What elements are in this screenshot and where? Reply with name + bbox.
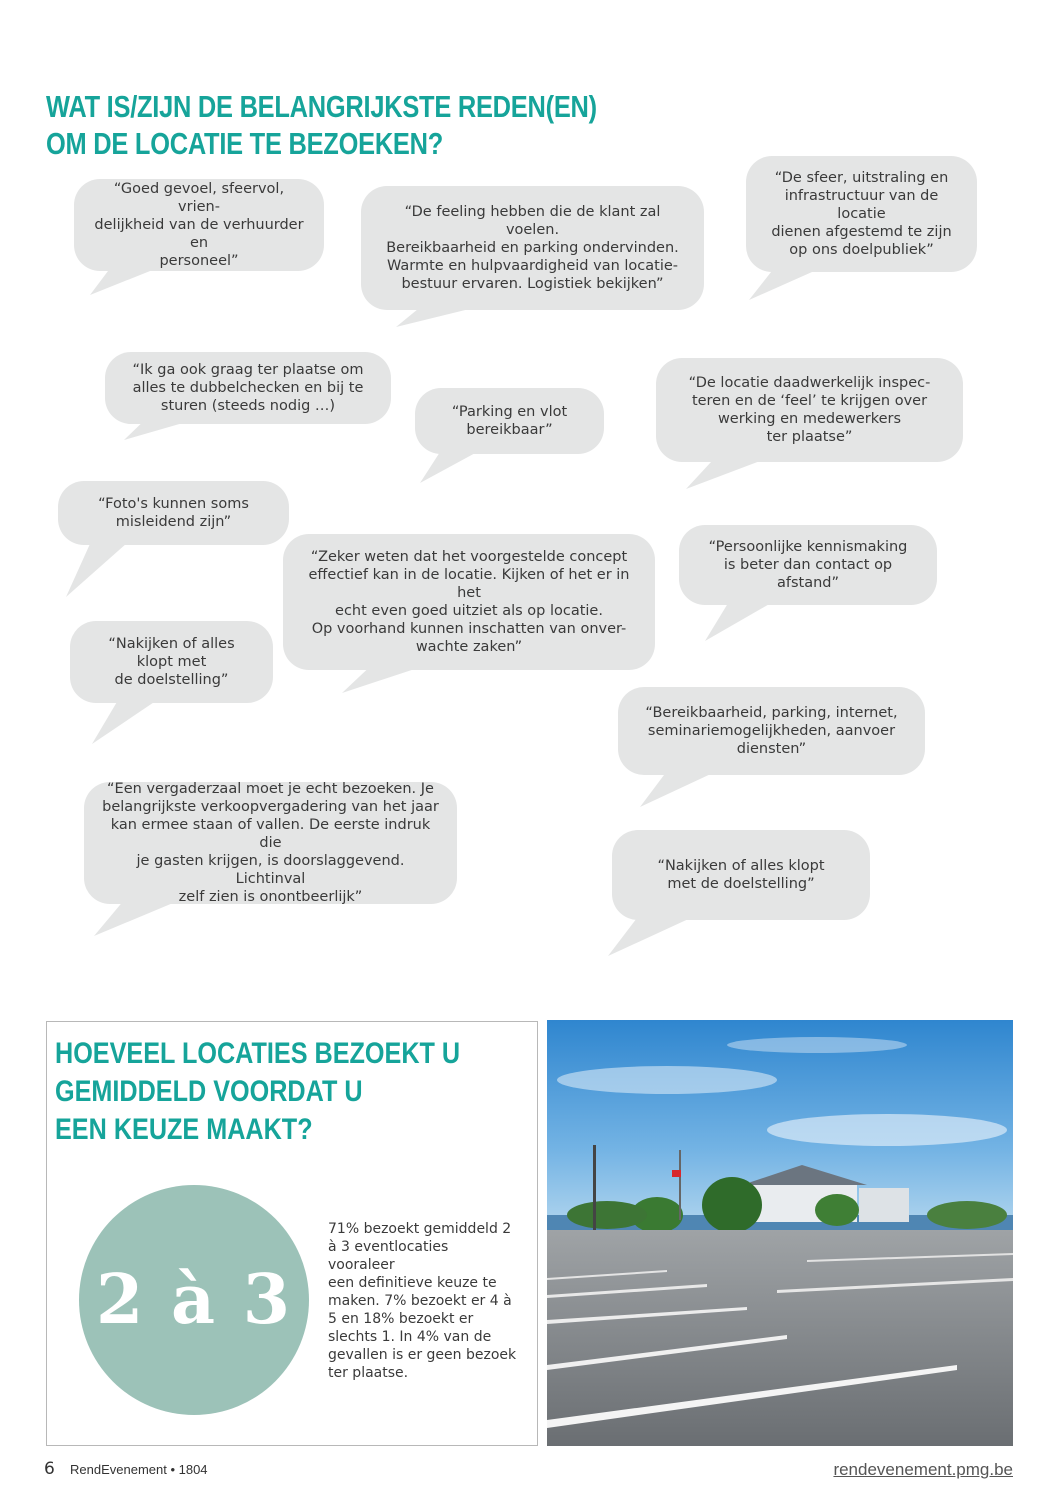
quote-text: “Parking en vlot bereikbaar” [451, 404, 568, 438]
quote-text: “Nakijken of alles klopt met de doelstelling” [108, 636, 235, 688]
stat-description: 71% bezoekt gemiddeld 2 à 3 eventlocaties vooraleer een definitieve keuze te maken. 7% bezoekt er 4 à 5 en 18% bezoekt er slechts 1. In 4% van de gevallen is er geen bezoek ter plaatse. [328, 1221, 517, 1381]
quote-text: “Goed gevoel, sfeervol, vrien- delijkheid van de verhuurder en personeel” [94, 181, 304, 269]
quote-text: “Zeker weten dat het voorgestelde concept effectief kan in de locatie. Kijken of het er in het echt even goed uitziet als op locatie. Op voorhand kunnen inschatten van onver- wachte zaken” [308, 549, 630, 655]
stat-circle [79, 1185, 309, 1415]
quote-bubble [74, 179, 324, 271]
quote-bubble [679, 525, 937, 605]
parking-lot-photo [547, 1020, 1013, 1446]
quote-text: “De feeling hebben die de klant zal voelen. Bereikbaarheid en parking ondervinden. Warmte en hulpvaardigheid van locatie- bestuur ervaren. Logistiek bekijken” [386, 204, 679, 292]
quote-bubble [84, 782, 457, 904]
quote-bubble [58, 481, 289, 545]
quote-bubble [656, 358, 963, 462]
page-number: 6 [44, 1459, 55, 1479]
quote-bubble [283, 534, 655, 670]
quote-text: “Een vergaderzaal moet je echt bezoeken. Je belangrijkste verkoopvergadering van het jaar kan ermee staan of vallen. De eerste indruk die je gasten krijgen, is doorslaggevend. Lichtinval zelf zien is onontbeerlijk” [102, 781, 439, 905]
magazine-issue: RendEvenement • 1804 [70, 1462, 208, 1477]
quote-text: “Bereikbaarheid, parking, internet, seminariemogelijkheden, aanvoer diensten” [645, 705, 898, 757]
section-2-title-line-3: EEN KEUZE MAAKT? [55, 1113, 313, 1146]
quote-text: “Persoonlijke kennismaking is beter dan contact op afstand” [708, 539, 908, 591]
section-2-title [55, 1035, 460, 1149]
quote-bubble [612, 830, 870, 920]
section-title [46, 88, 597, 162]
section-title-line-1: WAT IS/ZIJN DE BELANGRIJKSTE REDEN(EN) [46, 89, 597, 124]
quote-text: “Nakijken of alles klopt met de doelstelling” [657, 858, 825, 892]
quote-bubble [105, 352, 391, 424]
quote-text: “De locatie daadwerkelijk inspec- teren en de ‘feel’ te krijgen over werking en medewerkers ter plaatse” [688, 375, 931, 445]
quote-bubble [415, 388, 604, 454]
quote-bubble [70, 621, 273, 703]
quote-text: “Foto's kunnen soms misleidend zijn” [98, 496, 249, 530]
section-title-line-2: OM DE LOCATIE TE BEZOEKEN? [46, 126, 444, 161]
quote-bubble [618, 687, 925, 775]
website-link[interactable]: rendevenement.pmg.be [833, 1460, 1013, 1479]
quote-text: “De sfeer, uitstraling en infrastructuur van de locatie dienen afgestemd te zijn op ons doelpubliek” [771, 170, 952, 258]
quote-bubble [361, 186, 704, 310]
stat-circle-value: 2 à 3 [95, 1260, 293, 1340]
section-2-title-line-2: GEMIDDELD VOORDAT U [55, 1075, 363, 1108]
quote-text: “Ik ga ook graag ter plaatse om alles te dubbelchecken en bij te sturen (steeds nodig …) [132, 362, 364, 414]
section-2-title-line-1: HOEVEEL LOCATIES BEZOEKT U [55, 1037, 461, 1070]
quote-bubble [746, 156, 977, 272]
